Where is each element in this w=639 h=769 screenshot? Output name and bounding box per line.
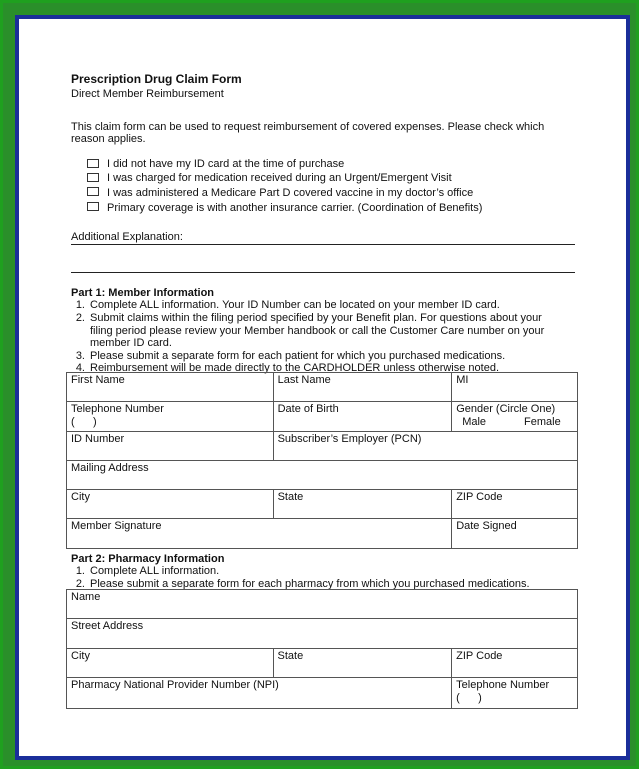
pharmacy-city-field[interactable]: [67, 649, 274, 678]
reason-label-3: I was administered a Medicare Part D covered vaccine in my doctor’s office: [107, 187, 474, 199]
reason-checkbox-2[interactable]: [87, 173, 99, 182]
mailing-address-label: Mailing Address: [71, 462, 149, 474]
date-signed-field[interactable]: [452, 519, 578, 549]
mi-label: MI: [456, 374, 469, 386]
pharmacy-name-label: Name: [71, 591, 101, 603]
reason-label-2: I was charged for medication received during an Urgent/Emergent Visit: [107, 172, 452, 184]
telephone-parens: ( ): [71, 416, 97, 428]
date-signed-label: Date Signed: [456, 520, 517, 532]
dob-field[interactable]: [273, 402, 452, 432]
gender-male-option[interactable]: Male: [462, 416, 487, 428]
part2-heading: Part 2: Pharmacy Information: [71, 553, 225, 565]
part1-instruction-4-text: Reimbursement will be made directly to the CARDHOLDER unless otherwise noted.: [90, 362, 500, 374]
pharmacy-name-field[interactable]: [67, 590, 578, 619]
employer-label: Subscriber’s Employer (PCN): [277, 433, 422, 445]
reason-label-1: I did not have my ID card at the time of purchase: [107, 158, 345, 170]
pharmacy-zip-field[interactable]: [452, 649, 578, 678]
reason-label-4: Primary coverage is with another insurance carrier. (Coordination of Benefits): [107, 202, 483, 214]
city-label: City: [71, 491, 90, 503]
part1-instruction-2-line3: member ID card.: [90, 337, 172, 349]
part1-instruction-3-num: 3.: [75, 350, 85, 362]
state-label: State: [277, 491, 304, 503]
reason-checkbox-3[interactable]: [87, 187, 99, 196]
pharmacy-street-field[interactable]: [67, 619, 578, 649]
last-name-label: Last Name: [277, 374, 331, 386]
part2-instruction-1-text: Complete ALL information.: [90, 565, 220, 577]
pharmacy-telephone-label: Telephone Number: [456, 679, 550, 691]
pharmacy-npi-field[interactable]: [67, 678, 452, 709]
telephone-label: Telephone Number: [71, 403, 164, 415]
pharmacy-telephone-parens: ( ): [456, 692, 482, 704]
pharmacy-npi-label: Pharmacy National Provider Number (NPI): [71, 679, 279, 691]
part2-instruction-2-text: Please submit a separate form for each pharmacy from which you purchased medications.: [90, 578, 530, 590]
zip-label: ZIP Code: [456, 491, 503, 503]
part2-instruction-1-num: 1.: [75, 565, 85, 577]
last-name-field[interactable]: [273, 373, 452, 402]
member-signature-label: Member Signature: [71, 520, 162, 532]
part1-heading: Part 1: Member Information: [71, 287, 215, 299]
member-info-table: [66, 372, 578, 549]
intro-line-2: reason applies.: [71, 133, 146, 145]
state-field[interactable]: [273, 490, 452, 519]
part1-instruction-2-text: Submit claims within the filing period specified by your Benefit plan. For questions about your: [90, 312, 542, 324]
dob-label: Date of Birth: [277, 403, 339, 415]
mailing-address-field[interactable]: [67, 461, 578, 490]
pharmacy-info-table: [66, 589, 578, 709]
part1-instruction-1-num: 1.: [75, 299, 85, 311]
zip-field[interactable]: [452, 490, 578, 519]
gender-female-option[interactable]: Female: [524, 416, 561, 428]
additional-explanation-label: Additional Explanation:: [71, 231, 183, 243]
first-name-field[interactable]: [67, 373, 274, 402]
part1-instruction-2-num: 2.: [75, 312, 85, 324]
pharmacy-street-label: Street Address: [71, 620, 144, 632]
member-signature-field[interactable]: [67, 519, 452, 549]
pharmacy-telephone-field[interactable]: [452, 678, 578, 709]
pharmacy-city-label: City: [71, 650, 90, 662]
part1-instruction-2: [71, 312, 542, 324]
document-border: [15, 15, 630, 760]
pharmacy-zip-label: ZIP Code: [456, 650, 503, 662]
pharmacy-state-label: State: [277, 650, 304, 662]
city-field[interactable]: [67, 490, 274, 519]
part1-instruction-1-text: Complete ALL information. Your ID Number can be located on your member ID card.: [90, 299, 500, 311]
gender-label: Gender (Circle One): [456, 403, 556, 415]
explanation-line-1[interactable]: [71, 244, 575, 245]
part2-instruction-2-num: 2.: [75, 578, 85, 590]
reason-checkbox-4[interactable]: [87, 202, 99, 211]
intro-line-1: This claim form can be used to request reimbursement of covered expenses. Please check which: [71, 121, 545, 133]
part1-instruction-3-text: Please submit a separate form for each patient for which you purchased medications.: [90, 350, 506, 362]
part1-instruction-2-line2: filing period please review your Member handbook or call the Customer Care number on your: [90, 325, 545, 337]
reason-checkbox-1[interactable]: [87, 159, 99, 168]
form-title: Prescription Drug Claim Form: [71, 72, 242, 86]
form-subtitle: Direct Member Reimbursement: [71, 88, 224, 100]
part1-instruction-4-num: 4.: [75, 362, 85, 374]
mi-field[interactable]: [452, 373, 578, 402]
form-page: [19, 19, 626, 756]
telephone-field[interactable]: [67, 402, 274, 432]
pharmacy-state-field[interactable]: [273, 649, 452, 678]
employer-field[interactable]: [273, 432, 577, 461]
part1-instruction-1: [71, 299, 500, 311]
explanation-line-2[interactable]: [71, 272, 575, 273]
part2-instruction-1: [71, 565, 219, 577]
id-number-label: ID Number: [71, 433, 125, 445]
id-number-field[interactable]: [67, 432, 274, 461]
first-name-label: First Name: [71, 374, 125, 386]
gender-field: [452, 402, 578, 432]
part1-instruction-3: [71, 350, 505, 362]
